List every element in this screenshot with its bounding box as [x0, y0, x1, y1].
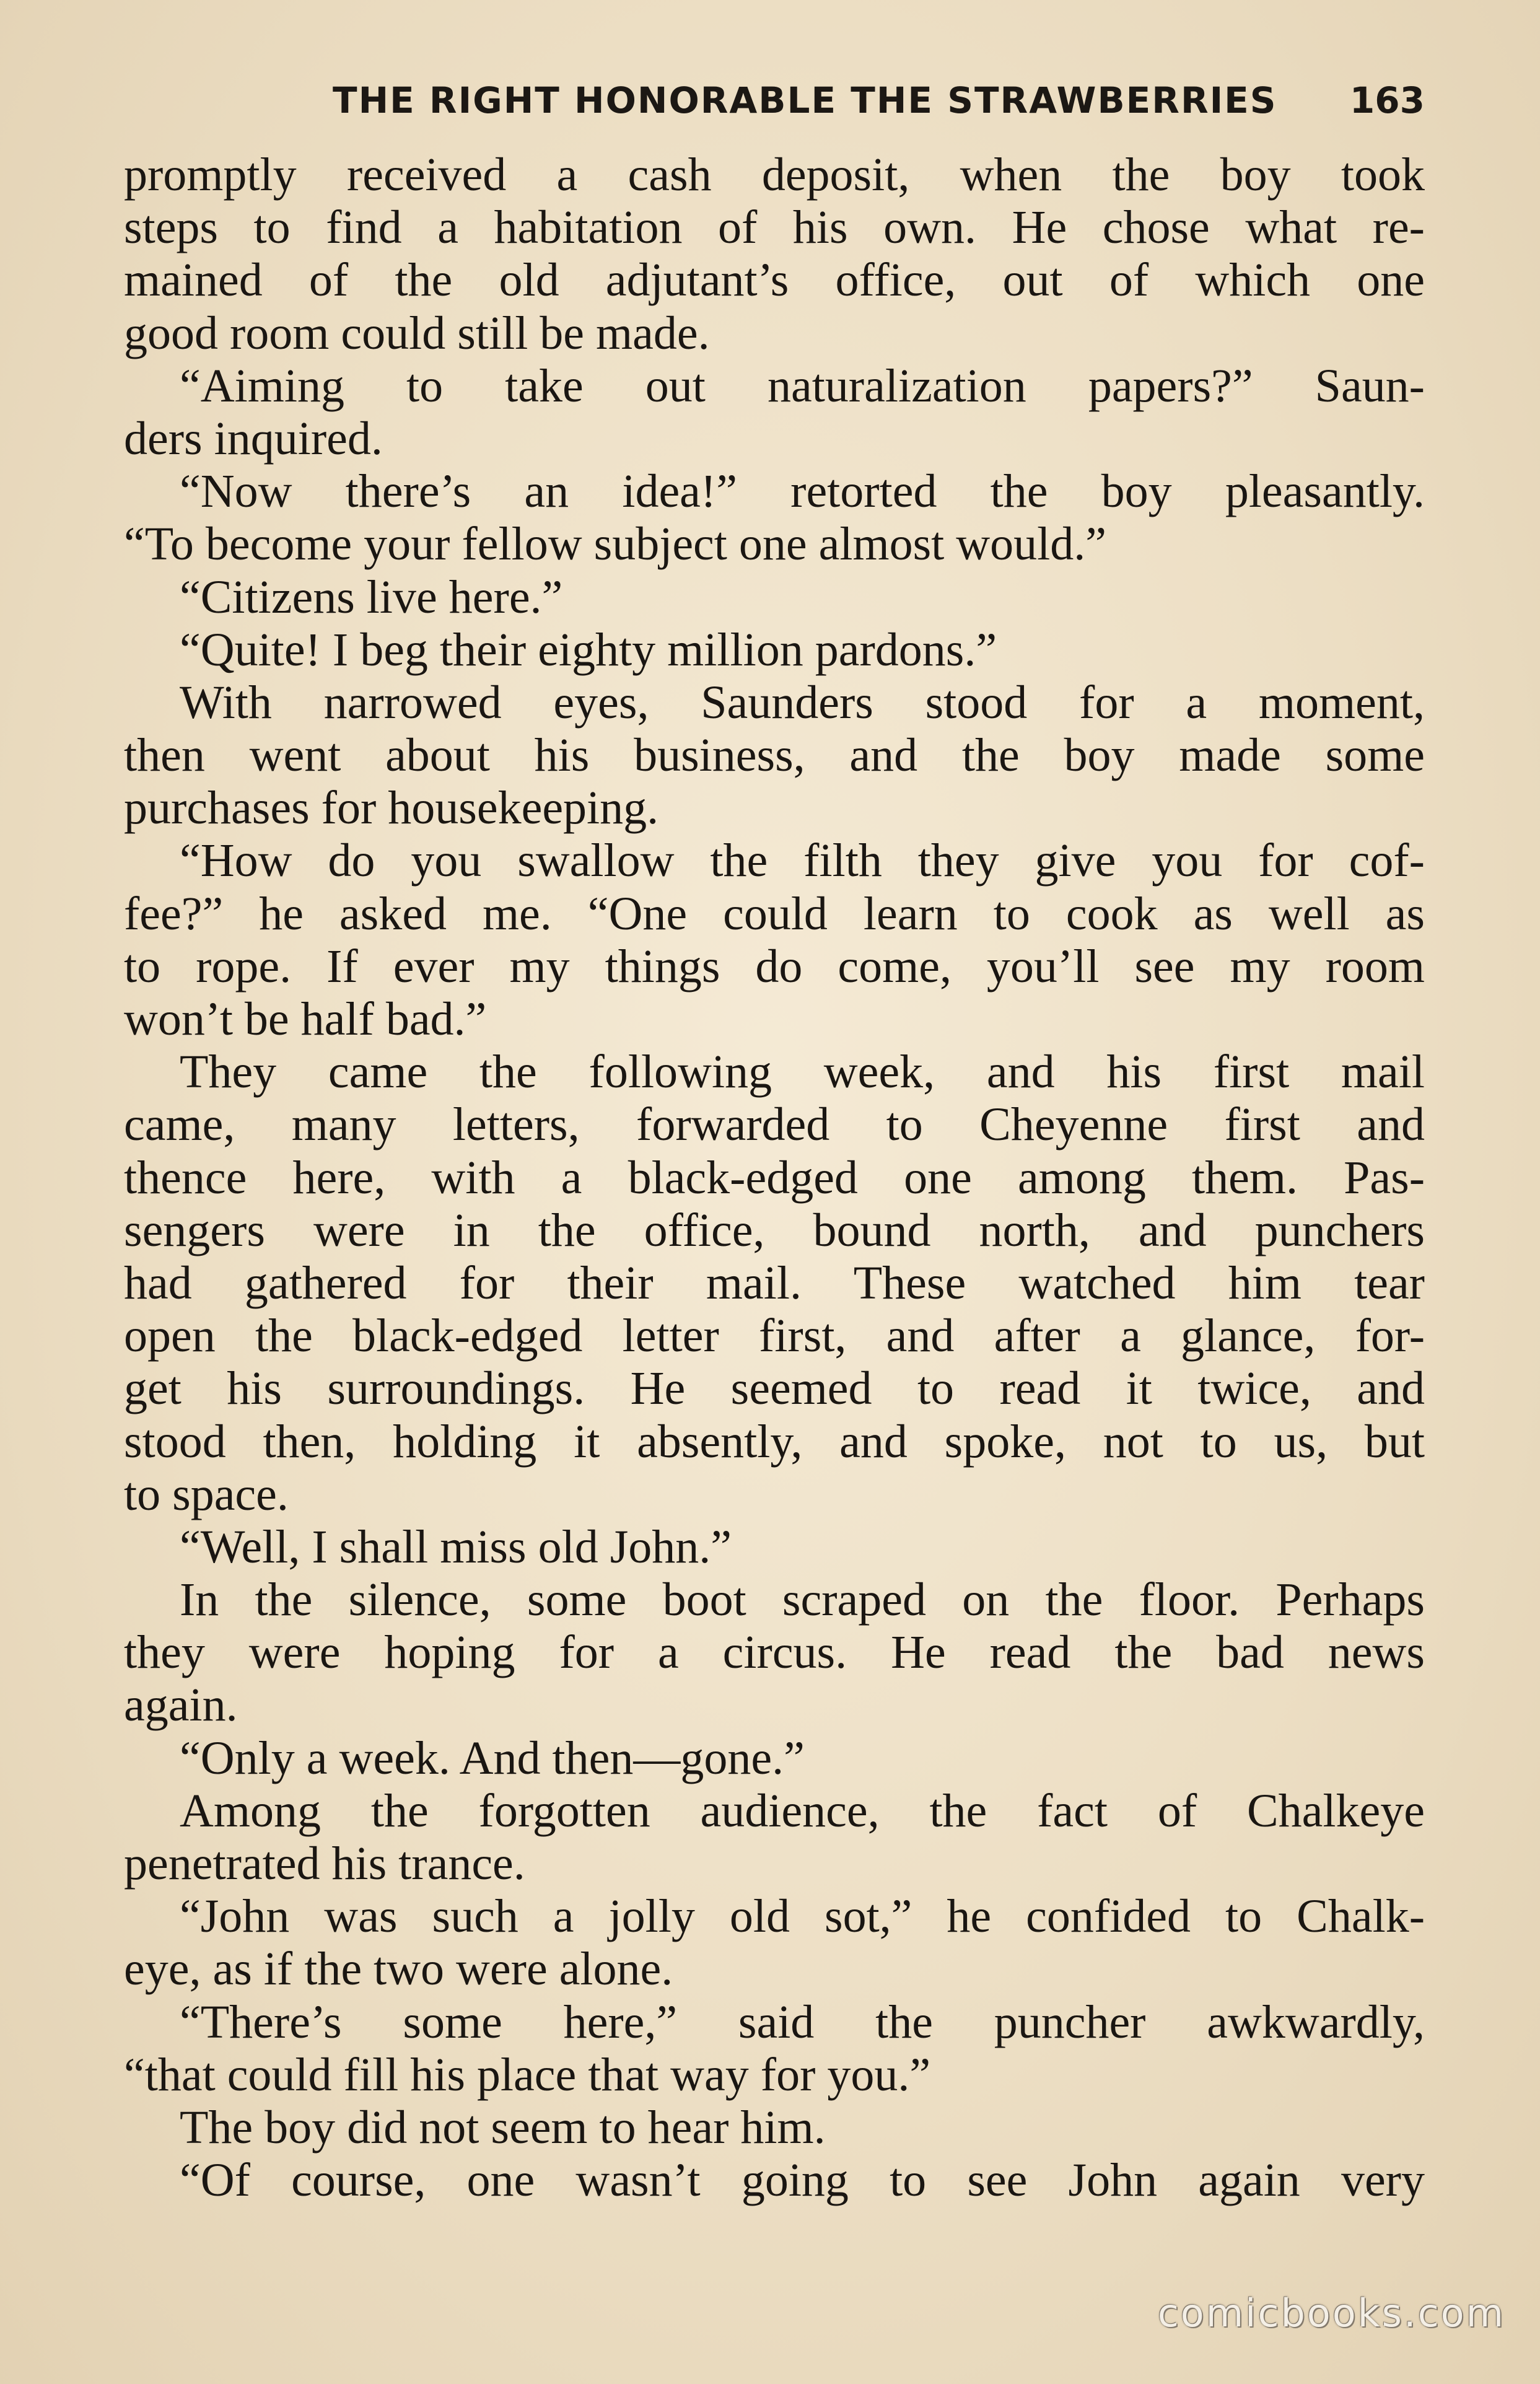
text-line: won’t be half bad.”	[124, 993, 487, 1045]
page-number: 163	[1349, 79, 1425, 121]
running-title: THE RIGHT HONORABLE THE STRAWBERRIES	[333, 79, 1277, 121]
text-line: “Citizens live here.”	[180, 571, 563, 623]
text-line: steps to find a habitation of his own. He chose what re-	[124, 201, 1425, 254]
text-line: “that could fill his place that way for you.”	[124, 2048, 931, 2101]
text-line: “Now there’s an idea!” retorted the boy pleasantly.	[180, 465, 1425, 518]
text-line: came, many letters, forwarded to Cheyenne first and	[124, 1098, 1425, 1151]
text-line: had gathered for their mail. These watched him tear	[124, 1256, 1425, 1309]
text-line: Among the forgotten audience, the fact of Chalkeye	[180, 1784, 1425, 1837]
text-line: They came the following week, and his first mail	[180, 1046, 1425, 1098]
text-line: fee?” he asked me. “One could learn to cook as well as	[124, 887, 1425, 940]
text-line: purchases for housekeeping.	[124, 782, 659, 835]
text-line: to space.	[124, 1468, 289, 1520]
watermark-text: comicbooks.com	[1157, 2290, 1505, 2336]
text-line: open the black-edged letter first, and after a glance, for-	[124, 1310, 1425, 1362]
body-text	[124, 149, 1425, 2207]
text-line: again.	[124, 1679, 238, 1732]
text-line: sengers were in the office, bound north, and punchers	[124, 1204, 1425, 1256]
text-line: ders inquired.	[124, 412, 383, 465]
text-line: “Only a week. And then—gone.”	[180, 1732, 805, 1784]
text-line: “How do you swallow the filth they give you for cof-	[180, 835, 1425, 887]
text-line: In the silence, some boot scraped on the floor. Perhaps	[180, 1574, 1425, 1626]
text-line: good room could still be made.	[124, 307, 710, 359]
text-line: promptly received a cash deposit, when the boy took	[124, 149, 1425, 201]
text-line: get his surroundings. He seemed to read it twice, and	[124, 1362, 1425, 1415]
text-line: “Quite! I beg their eighty million pardons.”	[180, 623, 997, 676]
text-line: mained of the old adjutant’s office, out of which one	[124, 254, 1425, 307]
text-line: eye, as if the two were alone.	[124, 1943, 673, 1996]
text-line: “Aiming to take out naturalization papers?” Saun-	[180, 359, 1425, 412]
text-line: With narrowed eyes, Saunders stood for a moment,	[180, 676, 1425, 729]
text-line: The boy did not seem to hear him.	[180, 2101, 826, 2154]
text-line: “To become your fellow subject one almost would.”	[124, 518, 1107, 571]
text-line: they were hoping for a circus. He read the bad news	[124, 1626, 1425, 1679]
text-line: “John was such a jolly old sot,” he confided to Chalk-	[180, 1890, 1425, 1943]
text-line: “Of course, one wasn’t going to see John again very	[180, 2154, 1425, 2207]
text-line: “Well, I shall miss old John.”	[180, 1520, 732, 1573]
text-line: then went about his business, and the boy made some	[124, 729, 1425, 782]
text-line: penetrated his trance.	[124, 1838, 525, 1890]
running-header	[124, 74, 1425, 130]
text-line: stood then, holding it absently, and spoke, not to us, but	[124, 1415, 1425, 1468]
text-line: thence here, with a black-edged one among them. Pas-	[124, 1151, 1425, 1204]
text-line: “There’s some here,” said the puncher awkwardly,	[180, 1996, 1425, 2048]
text-line: to rope. If ever my things do come, you’ll see my room	[124, 940, 1425, 993]
